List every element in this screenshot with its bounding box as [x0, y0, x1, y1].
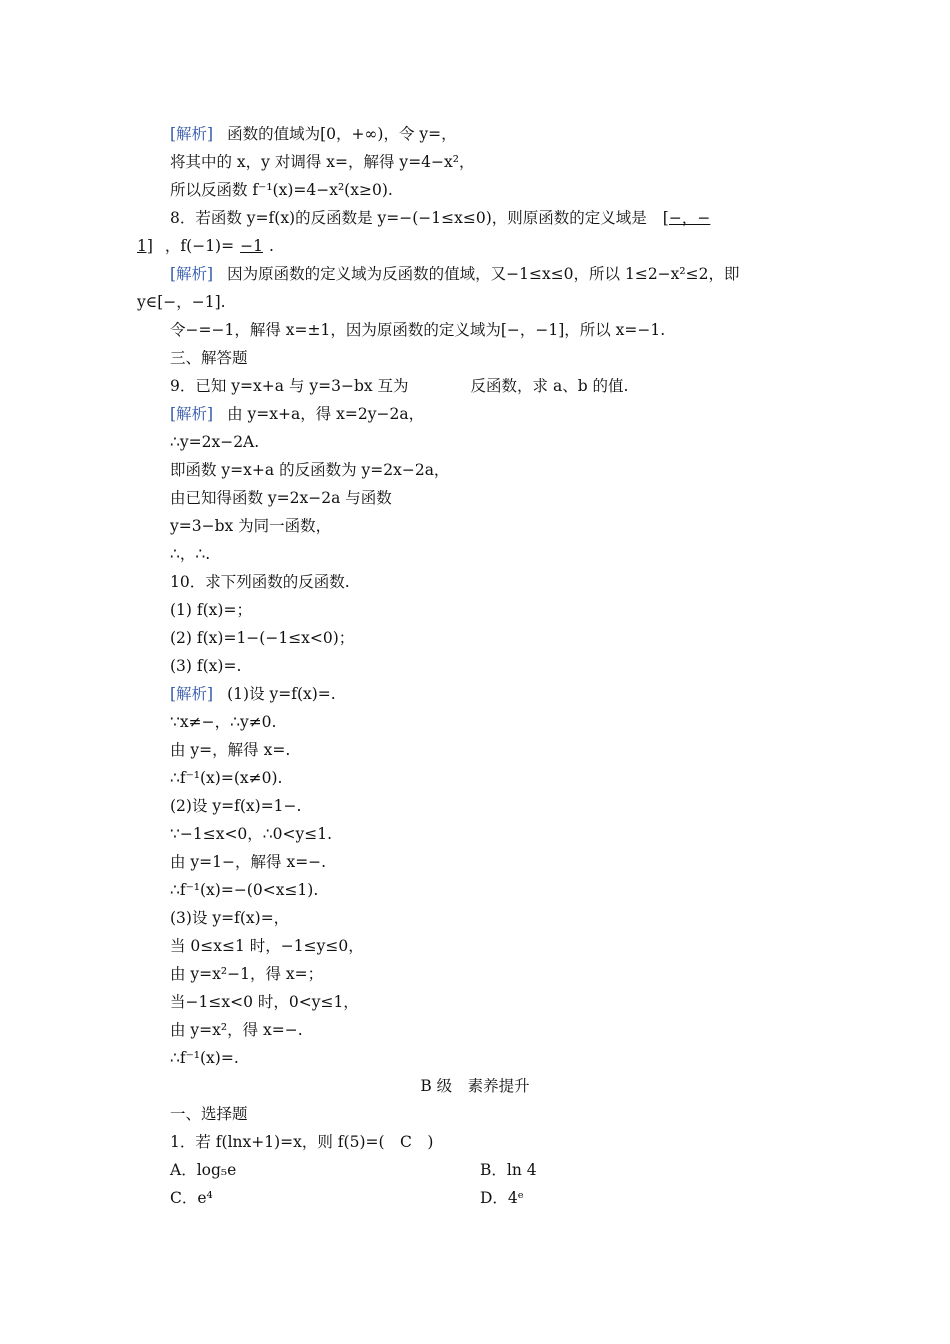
- text-line: ∴f⁻¹(x)=−(0<x≤1).: [170, 881, 319, 899]
- text-line: [解析] 由 y=x+a，得 x=2y−2a，: [170, 405, 425, 423]
- text-line: 由 y=x²，得 x=−.: [170, 1021, 303, 1039]
- option-c: C．e⁴: [170, 1189, 213, 1207]
- text-line: 由已知得函数 y=2x−2a 与函数: [170, 489, 392, 507]
- text-line: (3)设 y=f(x)=，: [170, 909, 290, 927]
- text-line: 当−1≤x<0 时，0<y≤1，: [170, 993, 359, 1011]
- text-line: ∵x≠−，∴y≠0.: [170, 713, 277, 731]
- text-line: 由 y=x²−1，得 x=；: [170, 965, 324, 983]
- text-line: (1) f(x)=；: [170, 601, 252, 619]
- text-line: [解析] 函数的值域为[0，+∞)，令 y=，: [170, 125, 457, 143]
- analysis-tag: [解析]: [170, 265, 214, 283]
- section-b-heading: B 级 素养提升: [420, 1077, 530, 1095]
- text-line: 所以反函数 f⁻¹(x)=4−x²(x≥0).: [170, 181, 393, 199]
- option-d: D．4ᵉ: [480, 1189, 524, 1207]
- answer-blank: 1]: [137, 237, 153, 255]
- choice-heading: 一、选择题: [170, 1105, 248, 1123]
- text-line: 将其中的 x，y 对调得 x=，解得 y=4−x²，: [170, 153, 475, 171]
- text-line: [解析] (1)设 y=f(x)=.: [170, 685, 336, 703]
- question-10: 10．求下列函数的反函数.: [170, 573, 350, 591]
- answer-blank: [−，−: [662, 209, 711, 227]
- text-line: (3) f(x)=.: [170, 657, 242, 675]
- text-line: 即函数 y=x+a 的反函数为 y=2x−2a，: [170, 461, 450, 479]
- text-line: ∴f⁻¹(x)=(x≠0).: [170, 769, 283, 787]
- analysis-tag: [解析]: [170, 405, 214, 423]
- analysis-tag: [解析]: [170, 125, 214, 143]
- option-a: A．log₅e: [170, 1161, 237, 1179]
- analysis-tag: [解析]: [170, 685, 214, 703]
- text-line: 由 y=1−，解得 x=−.: [170, 853, 327, 871]
- question-8-line-cont: 1] ，f(−1)= −1 .: [137, 237, 274, 255]
- text-line: [解析] 因为原函数的定义域为反函数的值域，又−1≤x≤0，所以 1≤2−x²≤2，即: [170, 265, 740, 283]
- text-line: (2)设 y=f(x)=1−.: [170, 797, 302, 815]
- text-line: ∴，∴.: [170, 545, 211, 563]
- text-line: 当 0≤x≤1 时，−1≤y≤0，: [170, 937, 364, 955]
- text-line: ∴f⁻¹(x)=.: [170, 1049, 239, 1067]
- answer-blank: −1: [240, 237, 263, 255]
- text-line: (2) f(x)=1−(−1≤x<0)；: [170, 629, 355, 647]
- text-line: ∵−1≤x<0，∴0<y≤1.: [170, 825, 333, 843]
- question-9: 9．已知 y=x+a 与 y=3−bx 互为 反函数，求 a、b 的值.: [170, 377, 629, 395]
- section-heading: 三、解答题: [170, 349, 248, 367]
- text-line: 由 y=，解得 x=.: [170, 741, 291, 759]
- question-1: 1．若 f(lnx+1)=x，则 f(5)=( C ): [170, 1133, 434, 1151]
- question-8-line: 8．若函数 y=f(x)的反函数是 y=−(−1≤x≤0)，则原函数的定义域是 [−，−: [170, 209, 711, 227]
- option-b: B．ln 4: [480, 1161, 537, 1179]
- text-line: 令−=−1，解得 x=±1，因为原函数的定义域为[−，−1]，所以 x=−1.: [170, 321, 666, 339]
- text-line: y=3−bx 为同一函数，: [170, 517, 332, 535]
- text-line: ∴y=2x−2A.: [170, 433, 260, 451]
- text-line: y∈[−，−1].: [137, 293, 226, 311]
